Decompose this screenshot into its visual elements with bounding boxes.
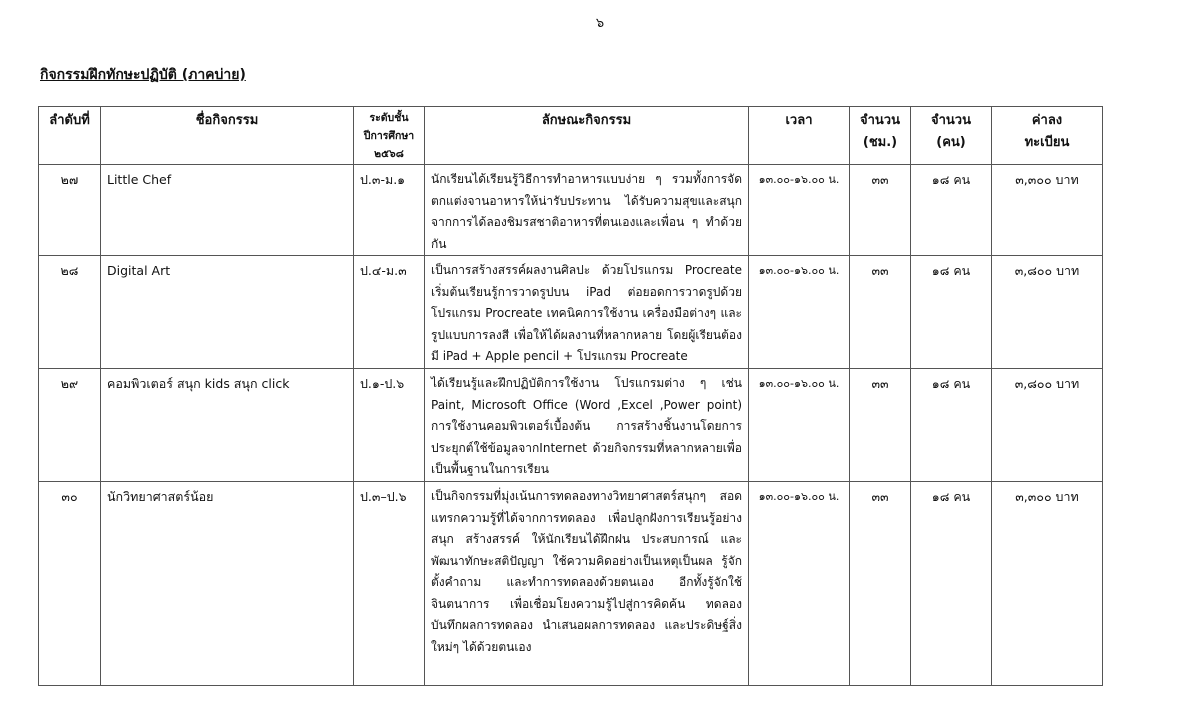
header-time: เวลา [749, 107, 850, 165]
header-level-line: ระดับชั้น [369, 112, 409, 124]
table-row [39, 369, 1103, 482]
row-seq: ๒๙ [39, 369, 101, 482]
header-hours-line: จำนวน [860, 113, 900, 128]
row-people: ๑๘ คน [911, 482, 992, 686]
header-level [354, 107, 425, 165]
header-seq: ลำดับที่ [39, 107, 101, 165]
row-time: ๑๓.๐๐-๑๖.๐๐ น. [749, 482, 850, 686]
header-fee-line: ค่าลง [1031, 113, 1063, 128]
header-hours [850, 107, 911, 165]
row-fee: ๓,๓๐๐ บาท [992, 482, 1103, 686]
table-row [39, 256, 1103, 369]
row-people: ๑๘ คน [911, 256, 992, 369]
row-description: ได้เรียนรู้และฝึกปฏิบัติการใช้งาน โปรแกรมต่าง ๆ เช่น Paint, Microsoft Office (Word ,Excel ,Power point) การใช้งานคอมพิวเตอร์เบื้องต้น การสร้างชิ้นงานโดยการประยุกต์ใช้ข้อมูลจากInternet ด้วยกิจกรรมที่หลากหลายเพื่อเป็นพื้นฐานในการเรียน [425, 369, 749, 482]
header-name: ชื่อกิจกรรม [101, 107, 354, 165]
row-description: นักเรียนได้เรียนรู้วิธีการทำอาหารแบบง่าย ๆ รวมทั้งการจัดตกแต่งจานอาหารให้น่ารับประทาน ได้รับความสุขและสนุกจากการได้ลองชิมรสชาติอาหารที่ตนเองและเพื่อน ๆ ทำด้วยกัน [425, 165, 749, 256]
row-fee: ๓,๘๐๐ บาท [992, 369, 1103, 482]
row-seq: ๒๗ [39, 165, 101, 256]
row-hours: ๓๓ [850, 165, 911, 256]
activity-table [38, 106, 1103, 686]
row-activity-name: นักวิทยาศาสตร์น้อย [101, 482, 354, 686]
row-hours: ๓๓ [850, 369, 911, 482]
row-fee: ๓,๓๐๐ บาท [992, 165, 1103, 256]
row-seq: ๓๐ [39, 482, 101, 686]
header-people-line: จำนวน [931, 113, 971, 128]
header-fee [992, 107, 1103, 165]
section-title: กิจกรรมฝึกทักษะปฏิบัติ (ภาคบ่าย) [40, 67, 246, 83]
row-level: ป.๓-ม.๑ [354, 165, 425, 256]
row-time: ๑๓.๐๐-๑๖.๐๐ น. [749, 165, 850, 256]
row-time: ๑๓.๐๐-๑๖.๐๐ น. [749, 369, 850, 482]
row-description: เป็นการสร้างสรรค์ผลงานศิลปะ ด้วยโปรแกรม Procreate เริ่มต้นเรียนรู้การวาดรูปบน iPad ต่อยอดการวาดรูปด้วยโปรแกรม Procreate เทคนิคการใช้งาน เครื่องมือต่างๆ และรูปแบบการลงสี เพื่อให้ได้ผลงานที่หลากหลาย โดยผู้เรียนต้องมี iPad + Apple pencil + โปรแกรม Procreate [425, 256, 749, 369]
row-people: ๑๘ คน [911, 369, 992, 482]
row-hours: ๓๓ [850, 482, 911, 686]
row-hours: ๓๓ [850, 256, 911, 369]
row-level: ป.๔-ม.๓ [354, 256, 425, 369]
header-fee-line: ทะเบียน [1024, 135, 1070, 150]
table-row [39, 482, 1103, 686]
row-activity-name: Digital Art [101, 256, 354, 369]
row-time: ๑๓.๐๐-๑๖.๐๐ น. [749, 256, 850, 369]
row-description: เป็นกิจกรรมที่มุ่งเน้นการทดลองทางวิทยาศาสตร์สนุกๆ สอดแทรกความรู้ที่ได้จากการทดลอง เพื่อปลูกฝังการเรียนรู้อย่างสนุก สร้างสรรค์ ให้นักเรียนได้ฝึกฝน ประสบการณ์ และพัฒนาทักษะสติปัญญา ใช้ความคิดอย่างเป็นเหตุเป็นผล รู้จักตั้งคำถาม และทำการทดลองด้วยตนเอง อีกทั้งรู้จักใช้จินตนาการ เพื่อเชื่อมโยงความรู้ไปสู่การคิดค้น ทดลอง บันทึกผลการทดลอง นำเสนอผลการทดลอง และประดิษฐ์สิ่งใหม่ๆ ได้ด้วยตนเอง [425, 482, 749, 686]
header-hours-line: (ชม.) [862, 135, 898, 150]
row-level: ป.๓–ป.๖ [354, 482, 425, 686]
header-people [911, 107, 992, 165]
header-people-line: (คน) [936, 135, 966, 150]
row-people: ๑๘ คน [911, 165, 992, 256]
table-row [39, 165, 1103, 256]
header-level-line: ๒๕๖๘ [374, 148, 404, 160]
table-header-row [39, 107, 1103, 165]
row-activity-name: คอมพิวเตอร์ สนุก kids สนุก click [101, 369, 354, 482]
header-desc: ลักษณะกิจกรรม [425, 107, 749, 165]
header-level-line: ปีการศึกษา [363, 130, 415, 142]
row-seq: ๒๘ [39, 256, 101, 369]
row-fee: ๓,๘๐๐ บาท [992, 256, 1103, 369]
row-activity-name: Little Chef [101, 165, 354, 256]
row-level: ป.๑-ป.๖ [354, 369, 425, 482]
page-number: ๖ [595, 16, 605, 31]
